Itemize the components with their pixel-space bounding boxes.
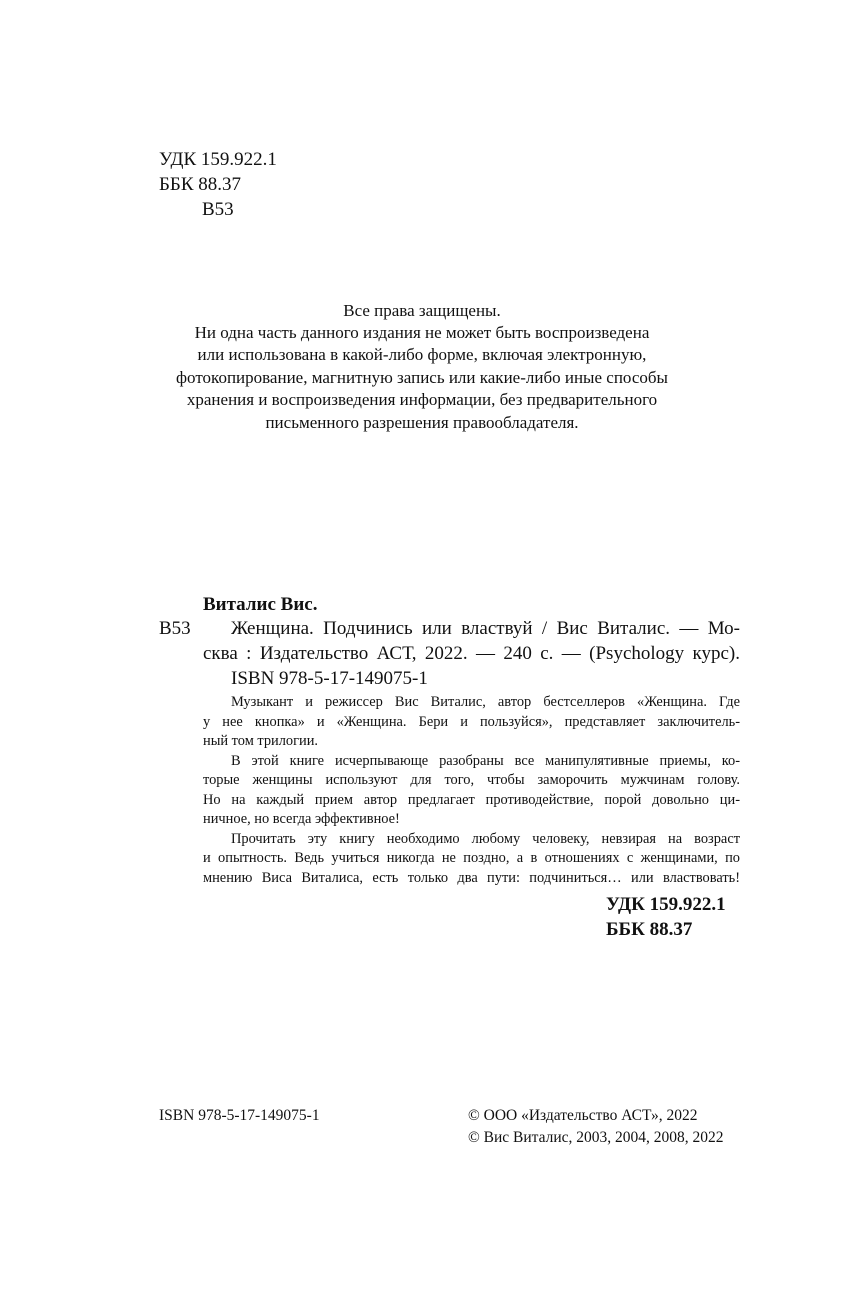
annotation-line-3: ный том трилогии.	[203, 733, 319, 749]
rights-line-2: Ни одна часть данного издания не может быть воспроизведена	[194, 323, 650, 342]
footer-copyright-author: © Вис Виталис, 2003, 2004, 2008, 2022	[468, 1129, 724, 1146]
top-author-mark: В53	[202, 199, 234, 220]
rights-line-4: фотокопирование, магнитную запись или какие-либо иные способы	[176, 368, 668, 387]
annotation-line-8: Прочитать эту книгу необходимо любому человеку, невзирая на возраст	[231, 831, 740, 847]
annotation-line-7: ничное, но всегда эффективное!	[203, 811, 400, 827]
annotation-line-4: В этой книге исчерпывающе разобраны все манипулятивные приемы, ко-	[231, 753, 740, 769]
annotation-line-1: Музыкант и режиссер Вис Виталис, автор бестселлеров «Женщина. Где	[231, 694, 740, 710]
rights-line-1: Все права защищены.	[343, 301, 501, 320]
footer-copyright-publisher: © ООО «Издательство АСТ», 2022	[468, 1107, 698, 1124]
catalog-title-line-2: сква : Издательство АСТ, 2022. — 240 с. — (Psychology курс).	[203, 643, 740, 664]
catalog-udk-index: УДК 159.922.1	[606, 894, 726, 915]
rights-line-5: хранения и воспроизведения информации, без предварительного	[186, 390, 658, 409]
annotation-line-2: у нее кнопка» и «Женщина. Бери и пользуйся», представляет заключитель-	[203, 714, 740, 730]
rights-line-3: или использована в какой-либо форме, включая электронную,	[197, 345, 647, 364]
annotation-line-6: Но на каждый прием автор предлагает противодействие, порой довольно ци-	[203, 792, 740, 808]
top-bbk-index: ББК 88.37	[159, 174, 241, 195]
catalog-isbn: ISBN 978-5-17-149075-1	[231, 668, 428, 689]
catalog-author-mark: В53	[159, 618, 191, 639]
catalog-author-heading: Виталис Вис.	[203, 594, 318, 615]
catalog-bbk-index: ББК 88.37	[606, 919, 693, 940]
rights-line-6: письменного разрешения правообладателя.	[265, 413, 579, 432]
footer-isbn: ISBN 978-5-17-149075-1	[159, 1107, 320, 1124]
top-udk-index: УДК 159.922.1	[159, 149, 277, 170]
annotation-line-10: мнению Виса Виталиса, есть только два пути: подчиниться… или властвовать!	[203, 870, 740, 886]
annotation-line-5: торые женщины используют для того, чтобы заморочить мужчинам голову.	[203, 772, 740, 788]
catalog-title-line-1: Женщина. Подчинись или властвуй / Вис Виталис. — Мо-	[231, 618, 740, 639]
annotation-line-9: и опытность. Ведь учиться никогда не поздно, а в отношениях с женщинами, по	[203, 850, 740, 866]
